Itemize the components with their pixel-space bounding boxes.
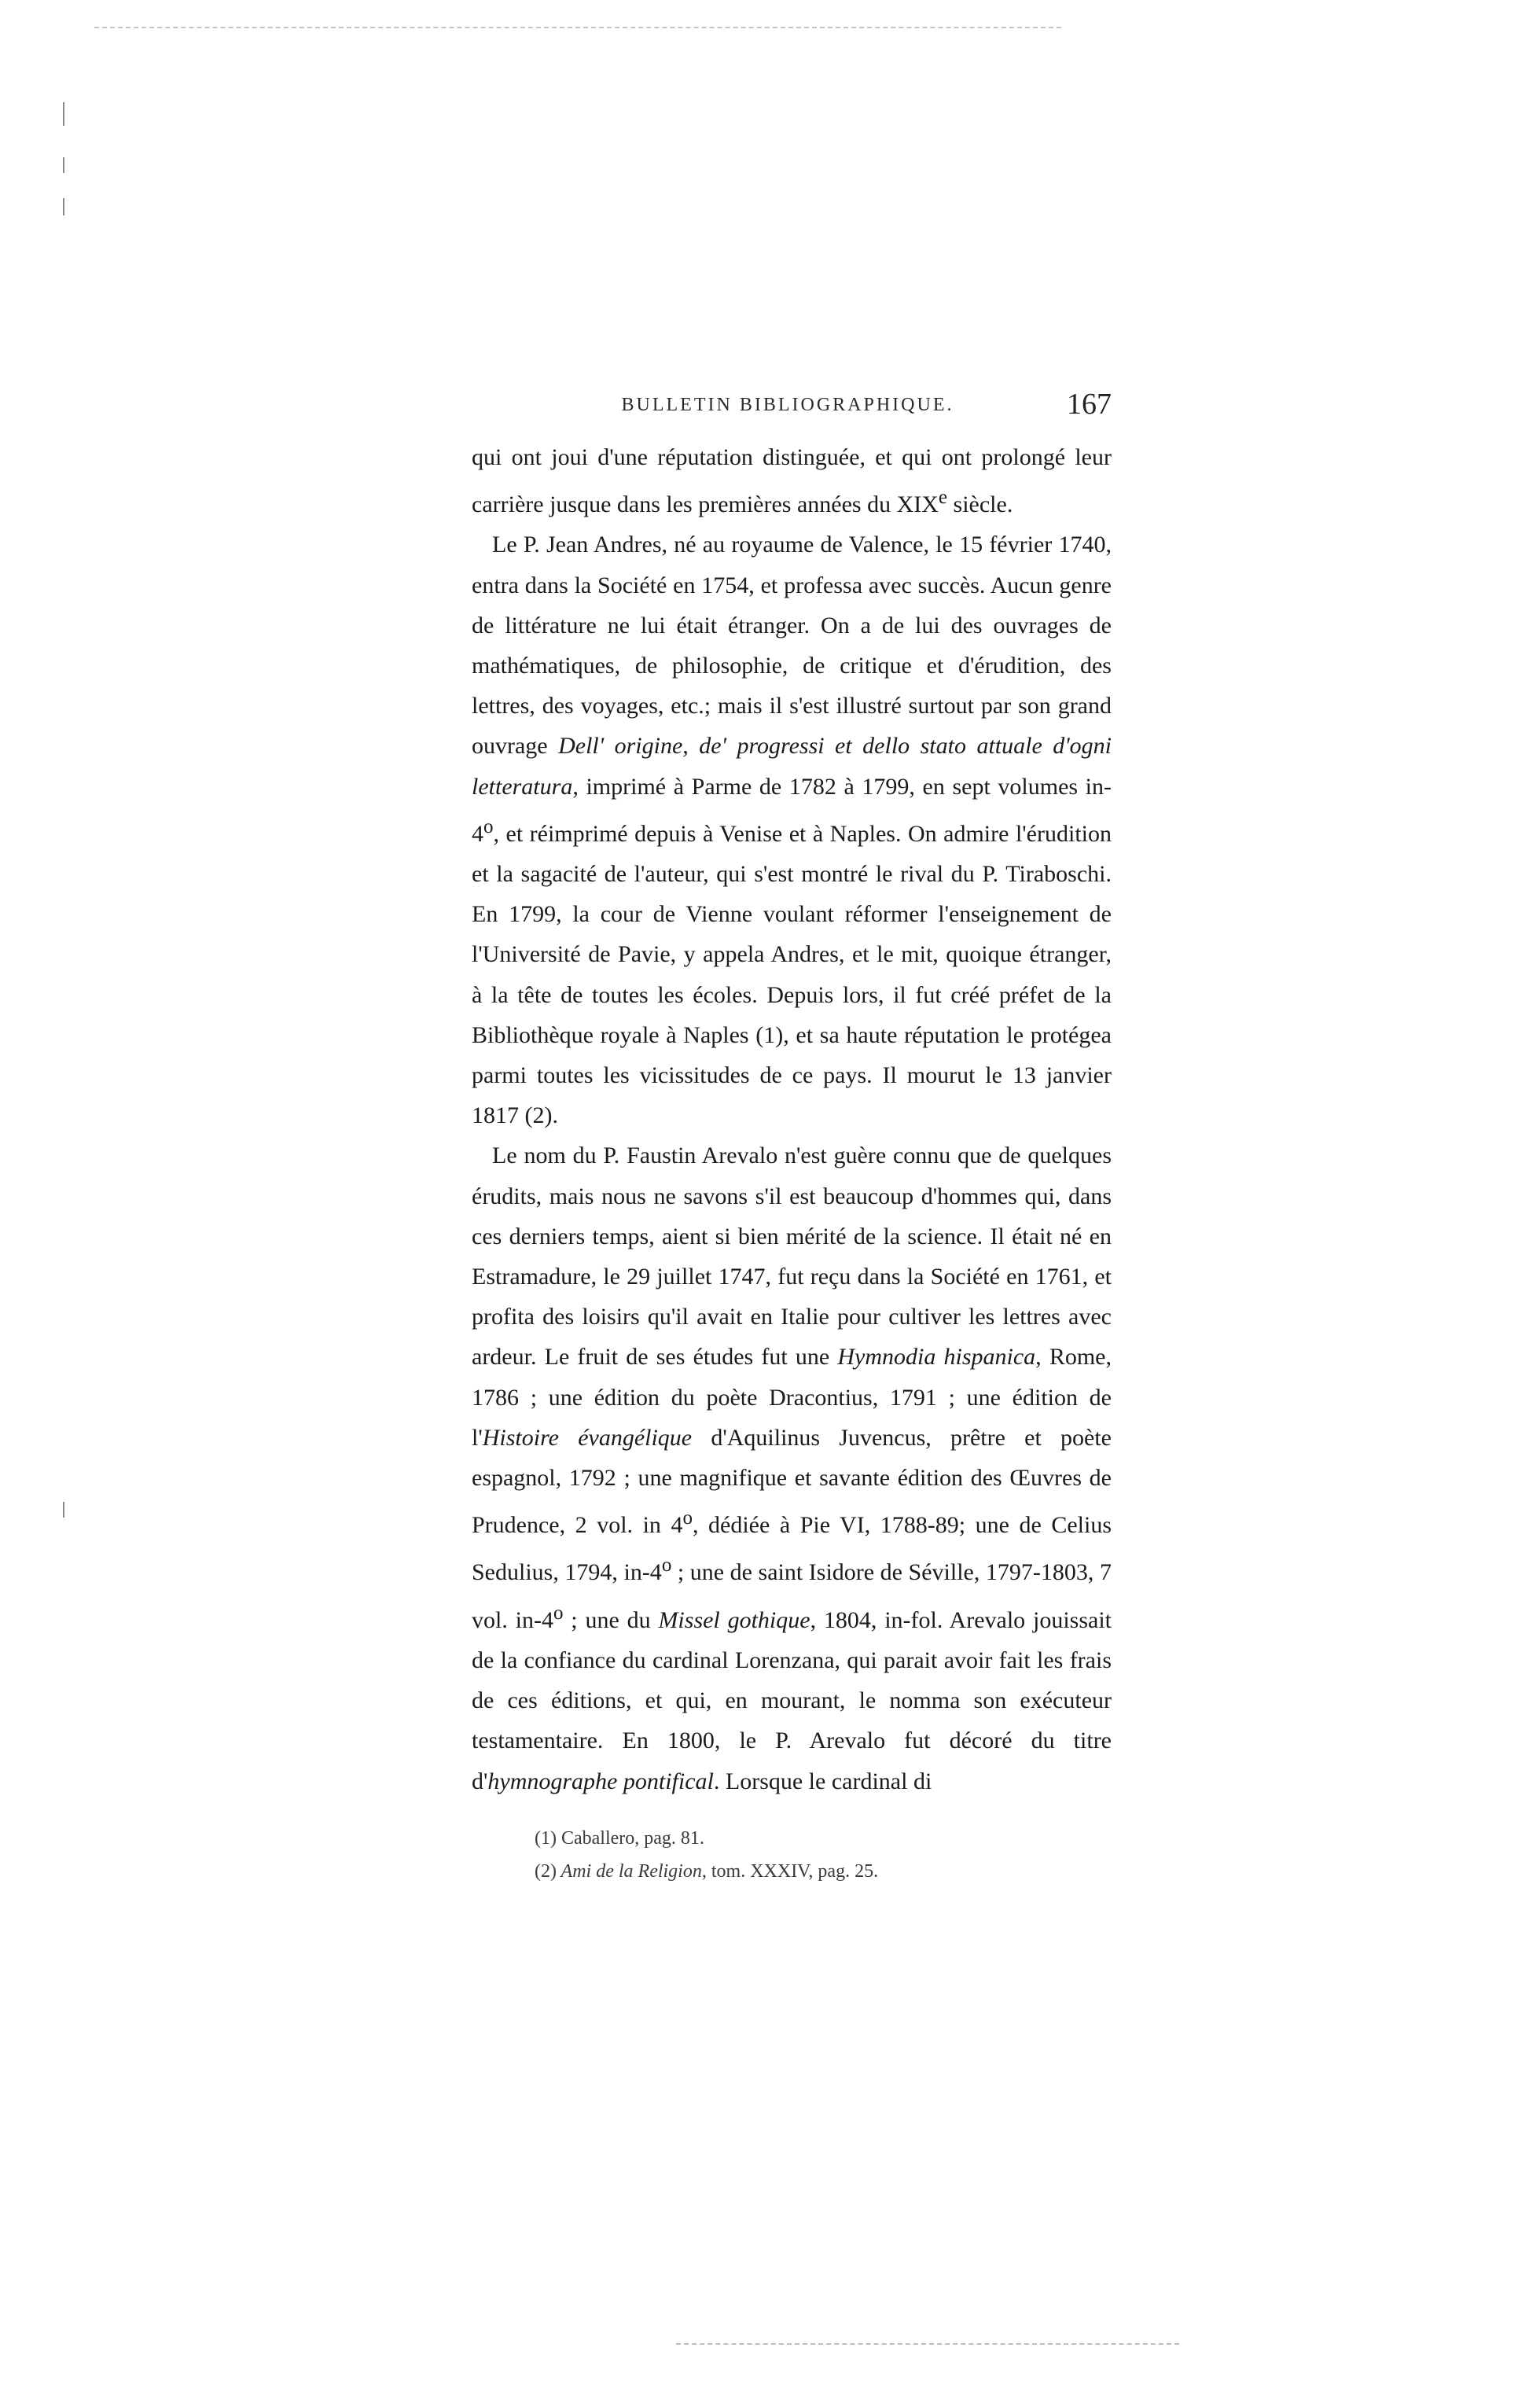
footnote-mark: (1) (535, 1828, 557, 1849)
italic-title: Hymnodia hispanica (837, 1344, 1036, 1371)
paragraph-continued (472, 437, 1112, 524)
text-run: d'Aquilinus Juvencus, prêtre et poète espagnol, 1792 ; une magnifique et savante édition des Œuvres de Prudence, 2 vol. in 4 (472, 1424, 1112, 1539)
margin-mark (63, 1502, 64, 1518)
footnote-2 (472, 1855, 1112, 1888)
margin-mark (63, 102, 64, 126)
text-run: siècle. (947, 491, 1013, 518)
running-head (472, 385, 1112, 432)
italic-title: Missel gothique (658, 1606, 810, 1633)
text-run: , 1804, in-fol. Arevalo jouissait de la confiance du cardinal Lorenzana, qui parait avoir fait les frais de ces éditions, et qui, en mourant, le nomma son exécuteur testamentaire. En 1800, le P. Arevalo fut décoré du titre d' (472, 1606, 1112, 1794)
footnote-1 (472, 1822, 1112, 1855)
footnote-mark: (2) (535, 1861, 557, 1882)
superscript: e (938, 487, 948, 509)
body-text (472, 437, 1112, 1801)
footnotes (472, 1822, 1112, 1888)
superscript: o (661, 1555, 672, 1577)
superscript: o (553, 1602, 564, 1624)
scan-top-rule (94, 27, 1061, 28)
text-run: Le P. Jean Andres, né au royaume de Valence, le 15 février 1740, entra dans la Société en 1754, et professa avec succès. Aucun genre de littérature ne lui était étranger. On a de lui des ouvrages de mathématiques, de philosophie, de critique et d'érudition, des lettres, des voyages, etc.; mais il s'est illustré surtout par son grand ouvrage (472, 532, 1112, 760)
text-run: , Rome, 1786 ; une édition du poète Dracontius, 1791 ; une édition de l' (472, 1344, 1112, 1451)
text-run: , et réimprimé depuis à Venise et à Naples. On admire l'érudition et la sagacité de l'auteur, qui s'est montré le rival du P. Tiraboschi. En 1799, la cour de Vienne voulant réformer l'enseignement de l'Université de Pavie, y appela Andres, et le mit, quoique étranger, à la tête de toutes les écoles. Depuis lors, il fut créé préfet de la Bibliothèque royale à Naples (1), et sa haute réputation le protégea parmi toutes les vicissitudes de ce pays. Il mourut le 13 janvier 1817 (2). (472, 820, 1112, 1129)
text-run: ; une du (563, 1606, 659, 1633)
running-title: BULLETIN BIBLIOGRAPHIQUE. (621, 395, 954, 415)
margin-mark (63, 157, 64, 173)
text-run: qui ont joui d'une réputation distinguée, et qui ont prolongé leur carrière jusque dans les premières années du XIX (472, 444, 1112, 518)
book-page (472, 385, 1112, 1882)
text-run: . Lorsque le cardinal di (713, 1768, 932, 1794)
italic-title: Histoire évangélique (482, 1424, 693, 1451)
superscript: o (483, 815, 494, 837)
margin-mark (63, 198, 64, 215)
footnote-text: tom. XXXIV, pag. 25. (706, 1861, 879, 1882)
footnote-text: Caballero, pag. 81. (556, 1828, 704, 1849)
page-number: 167 (1067, 388, 1112, 421)
scan-bottom-rule (676, 2343, 1179, 2345)
paragraph-andres (472, 524, 1112, 1135)
text-run: Le nom du P. Faustin Arevalo n'est guère connu que de quelques érudits, mais nous ne savons s'il est beaucoup d'hommes qui, dans ces derniers temps, aient si bien mérité de la science. Il était né en Estramadure, le 29 juillet 1747, fut reçu dans la Société en 1761, et profita des loisirs qu'il avait en Italie pour cultiver les lettres avec ardeur. Le fruit de ses études fut une (472, 1142, 1112, 1371)
text-run: , dédiée à Pie VI, 1788-89; une de Celius Sedulius, 1794, in-4 (472, 1512, 1112, 1586)
text-run: , imprimé à Parme de 1782 à 1799, en sept volumes in-4 (472, 773, 1112, 847)
italic-title: hymnographe pontifical (487, 1768, 714, 1794)
paragraph-arevalo (472, 1135, 1112, 1801)
superscript: o (682, 1507, 693, 1529)
italic-title: Dell' origine, de' progressi et dello stato attuale d'ogni letteratura (472, 733, 1112, 800)
text-run: ; une de saint Isidore de Séville, 1797-1803, 7 vol. in-4 (472, 1559, 1112, 1633)
footnote-italic: Ami de la Religion, (556, 1861, 707, 1882)
